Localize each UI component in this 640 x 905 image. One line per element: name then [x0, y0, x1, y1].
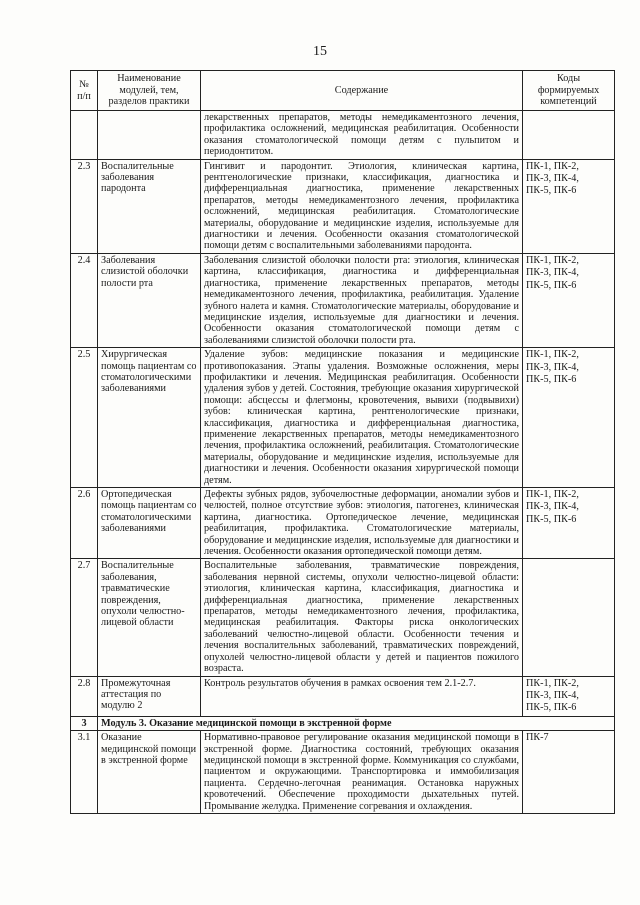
- row-content: Контроль результатов обучения в рамках освоения тем 2.1-2.7.: [201, 676, 523, 716]
- code-line: ПК-1, ПК-2,: [526, 677, 579, 689]
- code-line: ПК-1, ПК-2,: [526, 254, 579, 266]
- row-name: Оказание медицинской помощи в экстренной форме: [98, 731, 201, 814]
- row-num: 2.5: [71, 348, 98, 488]
- row-codes: [523, 559, 615, 676]
- header-name: Наименование модулей, тем, разделов практики: [98, 71, 201, 111]
- table-row: [71, 488, 615, 559]
- table-row: [71, 676, 615, 716]
- code-line: ПК-3, ПК-4,: [526, 689, 579, 701]
- row-name: Ортопедическая помощь пациентам со стоматологическими заболеваниями: [98, 488, 201, 559]
- code-line: ПК-5, ПК-6: [526, 185, 577, 197]
- table-row: [71, 731, 615, 814]
- row-content: Нормативно-правовое регулирование оказания медицинской помощи в экстренной форме. Диагностика состояний, требующих оказания медицинской помощи в экстренной форме. Коммуникация со службами, пациентом и окружающими. Транспортировка и иммобилизация пациента. Сердечно-легочная реанимация. Остановка наружных кровотечений. Обеспечение проходимости дыхательных путей. Промывание желудка. Применение согревания и охлаждения.: [201, 731, 523, 814]
- table-row: [71, 348, 615, 488]
- row-num: 2.7: [71, 559, 98, 676]
- code-line: ПК-1, ПК-2,: [526, 349, 579, 361]
- code-line: ПК-3, ПК-4,: [526, 267, 579, 279]
- code-line: ПК-5, ПК-6: [526, 279, 577, 291]
- row-name: Воспалительные заболевания, травматические повреждения, опухоли челюстно-лицевой области: [98, 559, 201, 676]
- row-codes: [523, 488, 615, 559]
- row-num: 3.1: [71, 731, 98, 814]
- row-name: Воспалительные заболевания пародонта: [98, 159, 201, 253]
- table-header-row: [71, 71, 615, 111]
- code-line: ПК-1, ПК-2,: [526, 160, 579, 172]
- module-num: 3: [71, 716, 98, 730]
- row-content: Гингивит и пародонтит. Этиология, клиническая картина, рентгенологические признаки, классификация, диагностика и дифференциальная диагностика, применение лекарственных препаратов, методы немедикаментозного лечения, профилактика осложнений, медицинская реабилитация. Стоматологические материалы, оборудование и медицинские изделия, используемые для диагностики и лечения. Особенности оказания стоматологической помощи детям с воспалительными заболеваниями пародонта.: [201, 159, 523, 253]
- row-content: Дефекты зубных рядов, зубочелюстные деформации, аномалии зубов и челюстей, полное отсутствие зубов: этиология, патогенез, клиническая картина, диагностика. Ортопедическое лечение, медицинская реабилитация, профилактика. Стоматологические материалы, оборудование и медицинские изделия, используемые для диагностики и лечения. Особенности оказания ортопедической помощи детям.: [201, 488, 523, 559]
- code-line: ПК-5, ПК-6: [526, 373, 577, 385]
- module-title: Модуль 3. Оказание медицинской помощи в экстренной форме: [98, 716, 615, 730]
- row-content: Удаление зубов: медицинские показания и медицинские противопоказания. Этапы удаления. Возможные осложнения, меры профилактики и лечения. Медицинская реабилитация. Особенности удаления зубов у детей. Состояния, требующие оказания хирургической помощи: абсцессы и флегмоны, кровотечения, вывихи (подвывихи) зубов: клиническая картина, рентгенологические признаки, классификация, диагностика и дифференциальная диагностика, применение лекарственных препаратов, методы немедикаментозного лечения, профилактика осложнений, реабилитация. Стоматологические материалы, оборудование и медицинские изделия, используемые для диагностики и лечения. Особенности оказания хирургической помощи детям.: [201, 348, 523, 488]
- row-content: Воспалительные заболевания, травматические повреждения, заболевания нервной системы, опухоли челюстно-лицевой области: этиология, клиническая картина, классификация, диагностика и дифференциальная диагностика, применение лекарственных препаратов, методы немедикаментозного лечения, профилактика, медицинская реабилитация. Факторы риска онкологических заболеваний челюстно-лицевой области. Особенности течения и лечения воспалительных заболеваний, травматических повреждений, опухолей челюстно-лицевой области у детей и пациентов пожилого возраста.: [201, 559, 523, 676]
- row-name: Промежуточная аттестация по модулю 2: [98, 676, 201, 716]
- row-num: 2.3: [71, 159, 98, 253]
- table-row: [71, 159, 615, 253]
- page-number: 15: [313, 44, 327, 59]
- row-num: 2.4: [71, 253, 98, 347]
- header-num: № п/п: [71, 71, 98, 111]
- row-num: 2.6: [71, 488, 98, 559]
- code-line: ПК-3, ПК-4,: [526, 361, 579, 373]
- row-codes: [523, 676, 615, 716]
- header-codes: Коды формируемых компетенций: [523, 71, 615, 111]
- code-line: ПК-5, ПК-6: [526, 513, 577, 525]
- row-codes: [523, 159, 615, 253]
- row-codes: [523, 253, 615, 347]
- row-codes: [523, 348, 615, 488]
- code-line: ПК-5, ПК-6: [526, 702, 577, 714]
- module-row: [71, 716, 615, 730]
- row-codes: [523, 731, 615, 814]
- row-num: 2.8: [71, 676, 98, 716]
- code-line: ПК-3, ПК-4,: [526, 173, 579, 185]
- row-content: Заболевания слизистой оболочки полости рта: этиология, клиническая картина, классификация, диагностика и дифференциальная диагностика, применение лекарственных препаратов, методы немедикаментозного лечения, профилактика, реабилитация. Удаление зубного налета и камня. Стоматологические материалы, оборудование и медицинские изделия, используемые для диагностики и лечения. Особенности оказания стоматологической помощи детям с заболеваниями слизистой оболочки полости рта.: [201, 253, 523, 347]
- header-content: Содержание: [201, 71, 523, 111]
- row-continuation-content: лекарственных препаратов, методы немедикаментозного лечения, профилактика осложнений, медицинская реабилитация. Особенности оказания стоматологической помощи детям с пульпитом и периодонтитом.: [201, 111, 523, 160]
- code-line: ПК-7: [526, 732, 549, 744]
- row-name: Заболевания слизистой оболочки полости рта: [98, 253, 201, 347]
- code-line: ПК-3, ПК-4,: [526, 501, 579, 513]
- curriculum-table: [70, 70, 615, 814]
- table-row: [71, 559, 615, 676]
- table-row: [71, 253, 615, 347]
- code-line: ПК-1, ПК-2,: [526, 489, 579, 500]
- row-name: Хирургическая помощь пациентам со стоматологическими заболеваниями: [98, 348, 201, 488]
- table-row: [71, 111, 615, 160]
